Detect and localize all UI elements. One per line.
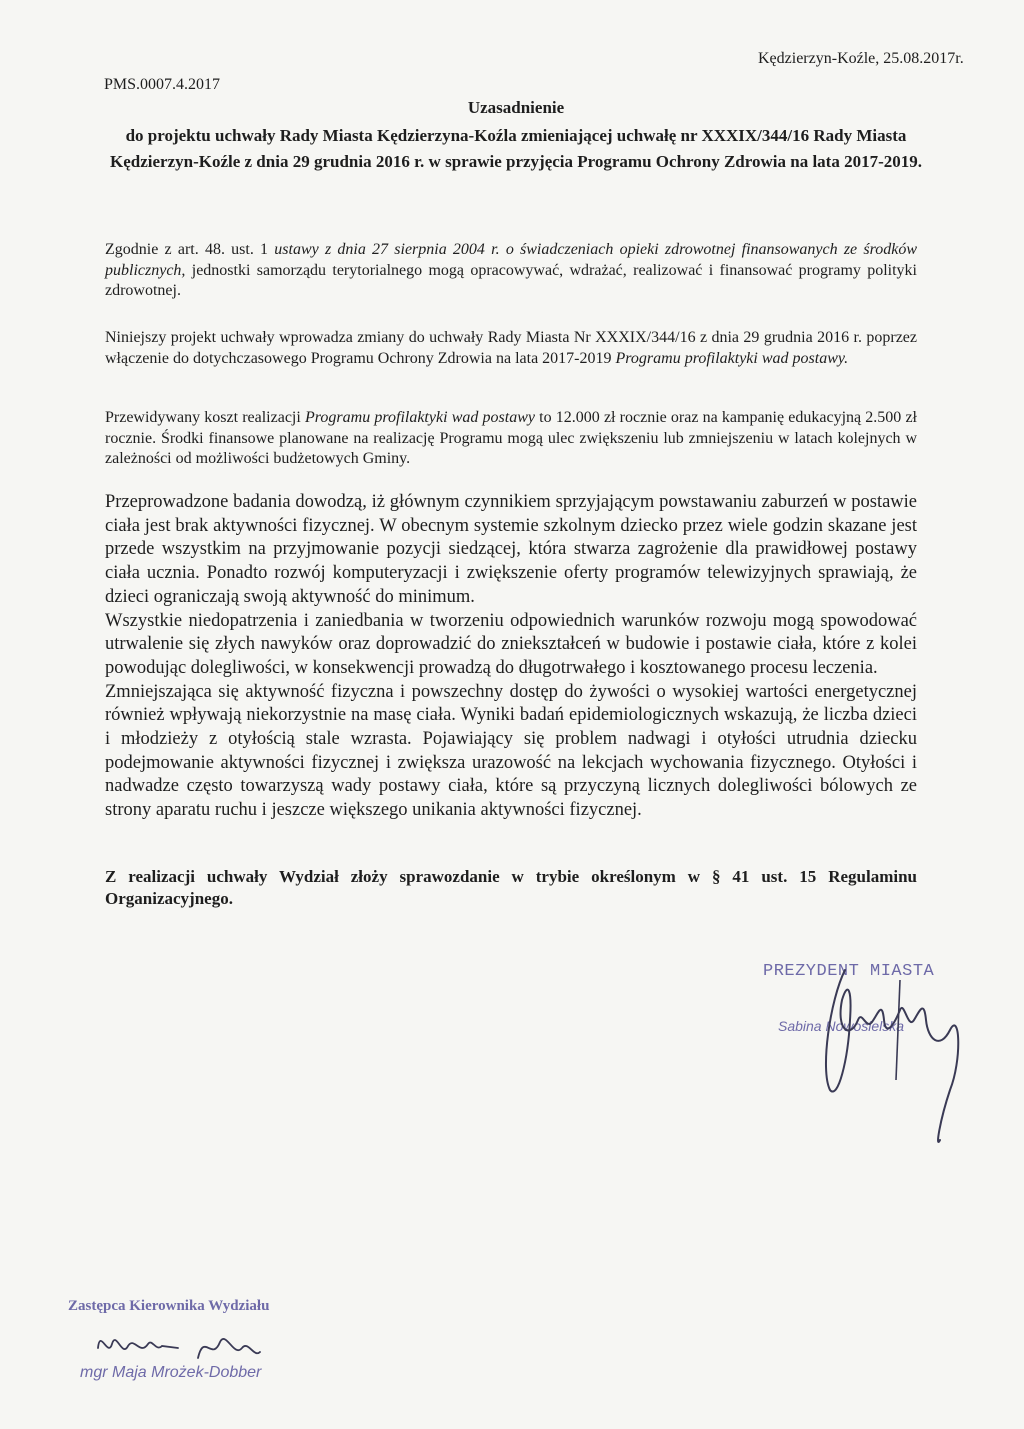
paragraph-justification [105,491,917,823]
program-name: Programu profilaktyki wad postawy [305,409,535,426]
president-signature [800,960,980,1160]
act-citation: ustawy z dnia 27 sierpnia 2004 r. o świadczeniach opieki zdrowotnej finansowanych ze środków publicznych, [105,241,918,279]
legal-basis-text-cont: jednostki samorządu terytorialnego mogą opracowywać, wdrażać, realizować i finansować programy polityki zdrowotnej. [105,261,917,299]
document-title: Uzasadnienie [467,98,565,117]
president-stamp-title: PREZYDENT MIASTA [763,962,935,981]
deputy-signature [78,1318,298,1378]
document-reference: PMS.0007.4.2017 [104,76,221,93]
justification-part-1: Przeprowadzone badania dowodzą, iż głównym czynnikiem sprzyjającym powstawaniu zaburzeń w postawie ciała jest brak aktywności fizycznej. W obecnym systemie szkolnym dziecko przez wiele godzin skazane jest przede wszystkim na przyjmowanie pozycji siedzącej, która stwarza zagrożenie dla prawidłowej postawy ciała ucznia. Ponadto rozwój komputeryzacji i zwiększenie oferty programów telewizyjnych sprawiają, że dzieci ograniczają swoją aktywność do minimum. [105,492,917,607]
justification-part-3: Zmniejszająca się aktywność fizyczna i powszechny dostęp do żywości o wysokiej wartości energetycznej również wpływają niekorzystnie na masę ciała. Wyniki badań epidemiologicznych wskazują, że liczba dzieci i młodzieży z otyłością stale wzrasta. Pojawiający się problem nadwagi i otyłości utrudnia dziecku podejmowanie aktywności fizycznej i zwiększa urazowość na lekcjach wychowania fizycznego. Otyłości i nadwadze często towarzyszą wady postawy ciała, które są przyczyną licznych dolegliwości bólowych ze strony aparatu ruchu i jeszcze większego unikania aktywności fizycznej. [105,681,917,821]
deputy-stamp-title: Zastępca Kierownika Wydziału [68,1298,270,1314]
paragraph-changes [105,328,917,369]
president-stamp-name: Sabina Nowosielska [778,1018,905,1034]
deputy-stamp-name: mgr Maja Mrożek-Dobber [80,1364,262,1381]
costs-text-cont: to 12.000 zł rocznie oraz na kampanię edukacyjną 2.500 zł rocznie. Środki finansowe planowane na realizację Programu mogą ulec zwiększeniu lub zmniejszeniu w latach kolejnych w zależności od możliwości budżetowych Gminy. [105,409,917,467]
costs-text: Przewidywany koszt realizacji [105,409,305,426]
paragraph-reporting: Z realizacji uchwały Wydział złoży sprawozdanie w trybie określonym w § 41 ust. 15 Regulaminu Organizacyjnego. [105,867,917,908]
paragraph-costs [105,408,917,470]
paragraph-legal-basis [105,240,917,302]
changes-text: Niniejszy projekt uchwały wprowadza zmiany do uchwały Rady Miasta Nr XXXIX/344/16 z dnia 29 grudnia 2016 r. poprzez włączenie do dotychczasowego Programu Ochrony Zdrowia na lata 2017-2019 [105,329,917,367]
place-and-date: Kędzierzyn-Koźle, 25.08.2017r. [758,50,964,67]
justification-part-2: Wszystkie niedopatrzenia i zaniedbania w tworzeniu odpowiednich warunków rozwoju mogą spowodować utrwalenie się złych nawyków oraz doprowadzić do zniekształceń w budowie i postawie ciała, które z kolei powodując dolegliwości, w konsekwencji prowadzą do długotrwałego i kosztowanego procesu leczenia. [105,610,917,678]
program-name: Programu profilaktyki wad postawy. [615,349,849,367]
legal-basis-text: Zgodnie z art. 48. ust. 1 [105,241,275,258]
document-subject: do projektu uchwały Rady Miasta Kędzierzyna-Koźla zmieniającej uchwałę nr XXXIX/344/16 Rady Miasta Kędzierzyn-Koźle z dnia 29 grudnia 2016 r. w sprawie przyjęcia Programu Ochrony Zdrowia na lata 2017-2019. [109,126,922,171]
